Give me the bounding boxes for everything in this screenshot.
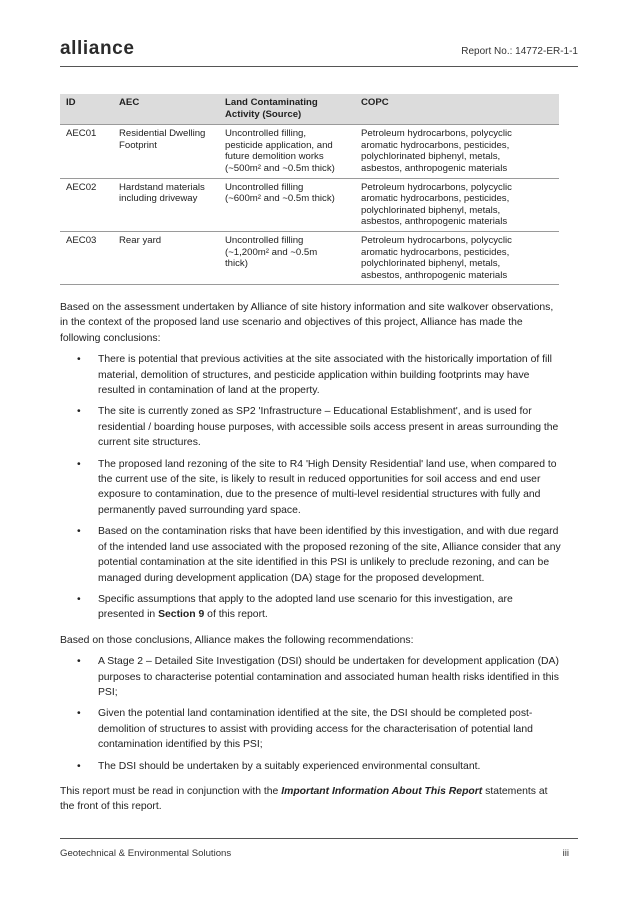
bullet-line: Based on the contamination risks that have been identified by this investigation, and with due regard — [98, 526, 559, 538]
report-number: Report No.: 14772-ER-1-1 — [461, 46, 578, 57]
cell-copc — [355, 231, 559, 284]
cell-line: asbestos, anthropogenic materials — [361, 162, 508, 174]
cell-line: Rear yard — [119, 234, 162, 246]
bullet-line: resulted in contamination of land at the property. — [98, 385, 320, 397]
table-row — [60, 125, 559, 178]
bullet-line: current site structures. — [98, 437, 201, 449]
cell-line: thick) — [225, 258, 248, 270]
cell-line: (~1,200m² and ~0.5m — [225, 246, 318, 258]
bullet-line: residential / boarding house purposes, with accessible soils access present in areas surrounding the — [98, 421, 559, 433]
header-line: AEC — [119, 97, 140, 108]
column-header-aec — [113, 94, 219, 125]
header-line: COPC — [361, 97, 389, 108]
header-line: ID — [66, 97, 76, 108]
cell-id: AEC03 — [60, 231, 113, 284]
column-header-copc — [355, 94, 559, 125]
section-reference: Section 9 — [158, 609, 205, 621]
bullet-line: of the intended land use associated with the proposed rezoning of the site, Alliance consider that any — [98, 541, 561, 553]
bullet-line: demolition of structures to assist with providing access for the characterisation of potential land — [98, 723, 533, 735]
cell-line: pesticide application, and — [225, 139, 333, 151]
bullet-dot: • — [77, 354, 81, 366]
cell-line: Uncontrolled filling — [225, 181, 304, 193]
closing-line — [60, 784, 576, 799]
cell-line: Footprint — [119, 139, 157, 151]
conclusions-intro — [60, 300, 576, 346]
bullet-line: managed during development application (DA) stage for the proposed development. — [98, 572, 485, 584]
cell-line: polychlorinated biphenyl, metals, — [361, 204, 501, 216]
bullet-dot: • — [77, 406, 81, 418]
company-logo: alliance — [60, 38, 135, 59]
page-number: iii — [562, 848, 569, 859]
aec-table — [60, 94, 559, 285]
bullet-dot: • — [77, 526, 81, 538]
conclusions-section — [60, 300, 576, 815]
bullet-dot: • — [77, 760, 81, 772]
intro-line: in the context of the proposed land use scenario and objectives of this project, Alliance has made the — [60, 317, 523, 329]
closing-statement — [60, 784, 576, 815]
cell-line: aromatic hydrocarbons, pesticides, — [361, 193, 510, 205]
bullet-line: PSI; — [98, 686, 118, 698]
cell-line: polychlorinated biphenyl, metals, — [361, 258, 501, 270]
header-divider — [60, 66, 578, 67]
table-body — [60, 125, 559, 285]
intro-line: following conclusions: — [60, 332, 161, 344]
cell-id: AEC01 — [60, 125, 113, 178]
cell-activity — [219, 231, 355, 284]
list-item — [60, 706, 576, 752]
list-item — [60, 404, 576, 450]
conclusions-list — [60, 352, 576, 586]
bullet-line: Specific assumptions that apply to the adopted land use scenario for this investigation, are — [98, 593, 513, 605]
text-run: This report must be read in conjunction with the — [60, 785, 282, 797]
recommendations-list — [60, 654, 576, 774]
list-item — [60, 457, 576, 519]
cell-line: Uncontrolled filling, — [225, 128, 307, 140]
header-line: Land Contaminating — [225, 97, 318, 108]
cell-line: asbestos, anthropogenic materials — [361, 216, 508, 228]
list-item — [60, 352, 576, 398]
cell-line: Petroleum hydrocarbons, polycyclic — [361, 181, 512, 193]
cell-copc — [355, 125, 559, 178]
cell-line: aromatic hydrocarbons, pesticides, — [361, 139, 510, 151]
important-info-reference: Important Information About This Report — [281, 785, 483, 797]
cell-aec — [113, 231, 219, 284]
bullet-dot: • — [77, 458, 81, 470]
list-item — [60, 524, 576, 586]
cell-line: Residential Dwelling — [119, 128, 206, 140]
bullet-dot: • — [77, 593, 81, 605]
closing-line: the front of this report. — [60, 801, 162, 813]
cell-line: Petroleum hydrocarbons, polycyclic — [361, 128, 512, 140]
cell-line: future demolition works — [225, 151, 324, 163]
intro-line: Based on the assessment undertaken by Alliance of site history information and site walkover observations, — [60, 302, 554, 313]
cell-line: Hardstand materials — [119, 181, 205, 193]
list-item — [60, 592, 576, 623]
bullet-dot: • — [77, 656, 81, 668]
cell-aec — [113, 178, 219, 231]
cell-copc — [355, 178, 559, 231]
cell-id: AEC02 — [60, 178, 113, 231]
table-header-row — [60, 94, 559, 125]
cell-line: asbestos, anthropogenic materials — [361, 269, 508, 281]
bullet-line: There is potential that previous activities at the site associated with the historically importation of fill — [98, 354, 552, 366]
cell-line: polychlorinated biphenyl, metals, — [361, 151, 501, 163]
bullet-line: The proposed land rezoning of the site to R4 'High Density Residential' land use, when compared to — [98, 458, 557, 470]
list-item — [60, 654, 576, 700]
cell-line: (~500m² and ~0.5m thick) — [225, 162, 335, 174]
column-header-activity — [219, 94, 355, 125]
cell-line: aromatic hydrocarbons, pesticides, — [361, 246, 510, 258]
table-row — [60, 178, 559, 231]
bullet-line: material, demolition of structures, and pesticide application within building footprints may have — [98, 369, 530, 381]
table-row — [60, 231, 559, 284]
text-run: statements at — [482, 785, 548, 797]
recommendations-intro: Based on those conclusions, Alliance makes the following recommendations: — [60, 634, 414, 646]
bullet-line: the current use of the site, is likely to result in reduced opportunities for soil access and end user — [98, 474, 541, 486]
bullet-line: exposure to contamination, due to the presence of multi-level residential structures with fully and — [98, 489, 541, 501]
bullet-line: potential contamination at the site identified in this PSI is unlikely to preclude rezoning, and can be — [98, 557, 550, 569]
bullet-line — [98, 607, 576, 622]
bullet-line: The DSI should be undertaken by a suitably experienced environmental consultant. — [98, 760, 481, 772]
bullet-line: permanently paved surrounding yard space. — [98, 504, 301, 516]
cell-line: (~600m² and ~0.5m thick) — [225, 193, 335, 205]
bullet-line: The site is currently zoned as SP2 'Infrastructure – Educational Establishment', and is used for — [98, 406, 532, 418]
cell-activity — [219, 125, 355, 178]
cell-line: including driveway — [119, 193, 198, 205]
bullet-line: Given the potential land contamination identified at the site, the DSI should be completed post- — [98, 708, 533, 720]
footer-company: Geotechnical & Environmental Solutions — [60, 848, 232, 859]
column-header-id — [60, 94, 113, 125]
list-item — [60, 759, 576, 774]
cell-activity — [219, 178, 355, 231]
footer-divider — [60, 838, 578, 839]
bullet-line: purposes to characterise potential contamination and associated human health risks identified in this — [98, 671, 559, 683]
cell-aec — [113, 125, 219, 178]
text-run: of this report. — [204, 609, 268, 621]
bullet-dot: • — [77, 708, 81, 720]
bullet-line: contamination identified by this PSI; — [98, 739, 263, 751]
bullet-line: A Stage 2 – Detailed Site Investigation (DSI) should be undertaken for development application (DA) — [98, 656, 559, 668]
text-run: presented in — [98, 609, 159, 621]
cell-line: Uncontrolled filling — [225, 234, 304, 246]
header-line: Activity (Source) — [225, 108, 302, 120]
cell-line: Petroleum hydrocarbons, polycyclic — [361, 234, 512, 246]
conclusions-list-tail — [60, 592, 576, 623]
